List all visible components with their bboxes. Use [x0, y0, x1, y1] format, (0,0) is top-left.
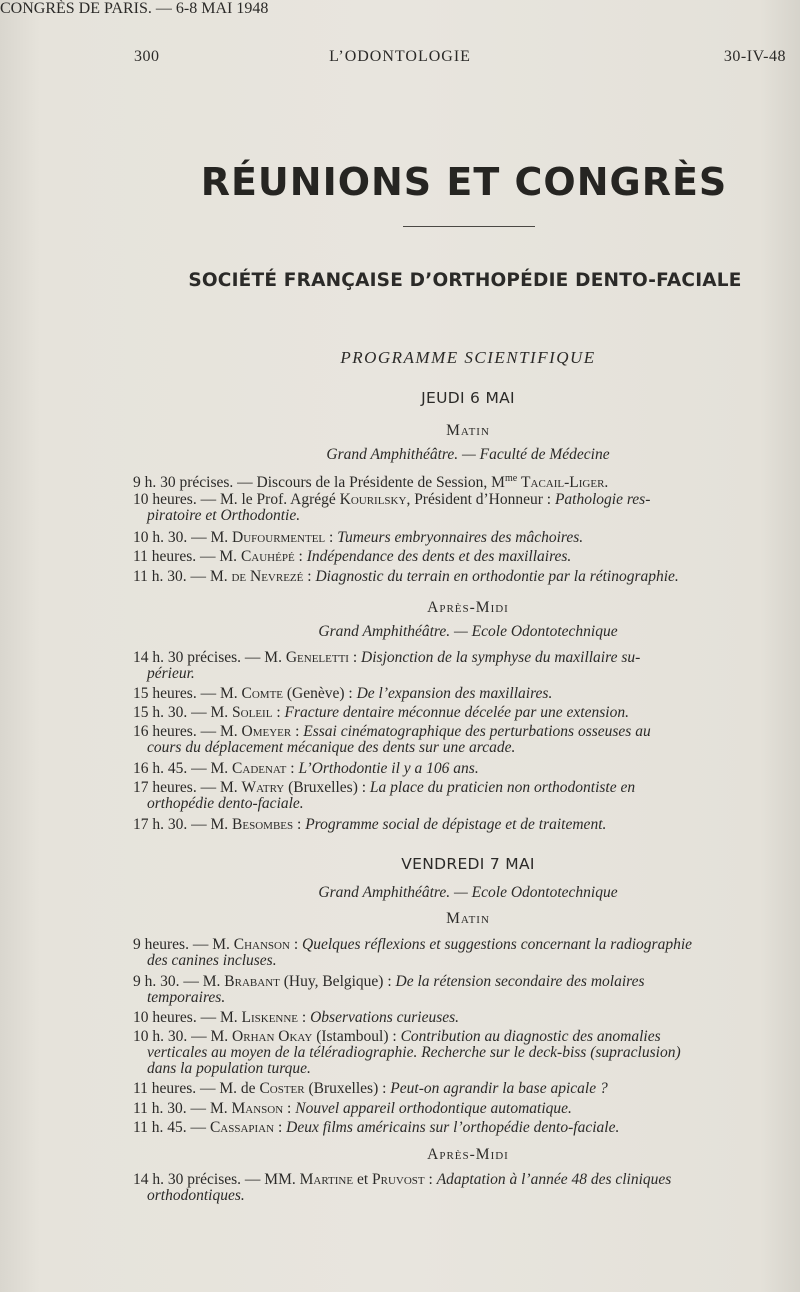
- entry-title: De la rétension secondaire des molaires: [395, 974, 645, 990]
- program-entry: [133, 1172, 788, 1204]
- entry-title: Quelques réflexions et suggestions concernant la radiographie: [302, 937, 693, 953]
- entry-text: M.: [264, 650, 286, 666]
- entry-title-continued: verticales au moyen de la téléradiographie. Recherche sur le deck-biss (supraclusion): [147, 1044, 681, 1061]
- entry-speaker: Orhan Okay: [232, 1029, 313, 1045]
- entry-text: (Bruxelles) :: [304, 1081, 391, 1097]
- entry-text: (Genève) :: [283, 686, 357, 702]
- running-header: [0, 48, 800, 72]
- entry-text: M.: [209, 1101, 232, 1117]
- entry-time: 11 h. 30. —: [133, 1101, 210, 1117]
- entry-title: Peut-on agrandir la base apicale ?: [390, 1081, 608, 1097]
- entry-text: :: [286, 761, 299, 777]
- entry-time: 11 heures. —: [133, 549, 220, 565]
- entry-speaker: Liskenne: [241, 1010, 299, 1026]
- entry-text: , Président d’Honneur :: [406, 492, 555, 508]
- program-entry: [133, 1081, 788, 1097]
- entry-title: La place du praticien non orthodontiste en: [369, 780, 636, 796]
- entry-text: M.: [210, 761, 233, 777]
- entry-speaker: Manson: [231, 1101, 284, 1117]
- program-entry: [133, 705, 788, 721]
- entry-title-continued: temporaires.: [147, 989, 226, 1006]
- entry-speaker: Pruvost: [372, 1172, 425, 1188]
- issue-date: 30-IV-48: [723, 48, 786, 65]
- entry-text: :: [274, 1120, 287, 1136]
- entry-title-continued: périeur.: [147, 665, 195, 682]
- program-entry: [133, 1010, 788, 1026]
- entry-text: :: [294, 549, 307, 565]
- entry-text: MM.: [264, 1172, 300, 1188]
- page-number: 300: [134, 48, 160, 65]
- program-entry: [133, 1101, 788, 1117]
- day1-morning-venue: Grand Amphithéâtre. — Faculté de Médecine: [326, 446, 610, 463]
- program-entry: [133, 974, 788, 1006]
- entry-title: Fracture dentaire méconnue décelée par une extension.: [284, 705, 629, 721]
- entry-time: 14 h. 30 précises. —: [133, 1172, 265, 1188]
- entry-text: (Istamboul) :: [312, 1029, 401, 1045]
- entry-title: Essai cinématographique des perturbations osseuses au: [303, 724, 651, 740]
- program-entry: [133, 530, 788, 546]
- entry-text: et: [353, 1172, 373, 1188]
- program-entry: [133, 492, 788, 524]
- entry-text: :: [303, 569, 316, 585]
- entry-title: Pathologie res-: [554, 492, 651, 508]
- program-entry: [133, 471, 788, 491]
- program-entry: [133, 1029, 788, 1077]
- entry-speaker: Chanson: [233, 937, 290, 953]
- entry-speaker: Coster: [259, 1081, 305, 1097]
- day1-afternoon-venue: Grand Amphithéâtre. — Ecole Odontotechnique: [318, 623, 618, 640]
- entry-text: M.: [209, 569, 232, 585]
- program-entry: [133, 761, 788, 777]
- entry-title: Contribution au diagnostic des anomalies: [400, 1029, 661, 1045]
- day2-venue: Grand Amphithéâtre. — Ecole Odontotechnique: [318, 884, 618, 901]
- program-entry: [133, 780, 788, 812]
- entry-title-continued: des canines incluses.: [147, 952, 277, 969]
- entry-text: Discours de la Présidente de Session, M: [256, 474, 505, 492]
- entry-speaker: Kourilsky: [339, 492, 407, 508]
- entry-title: De l’expansion des maxillaires.: [356, 686, 553, 702]
- entry-time: 10 h. 30. —: [133, 530, 211, 546]
- program-entry: [133, 937, 788, 969]
- entry-text: :: [291, 724, 304, 740]
- entry-text: M. le Prof. Agrégé: [219, 492, 340, 508]
- entry-text: :: [293, 817, 306, 833]
- entry-speaker: Brabant: [224, 974, 280, 990]
- entry-time: 17 h. 30. —: [133, 817, 211, 833]
- entry-time: 15 heures. —: [133, 686, 220, 702]
- entry-speaker: de Nevrezé: [231, 569, 304, 585]
- program-entry: [133, 817, 788, 833]
- entry-time: 9 heures. —: [133, 937, 213, 953]
- entry-text: M.: [219, 724, 242, 740]
- entry-title-continued: orthodontiques.: [147, 1187, 245, 1204]
- entry-title: Indépendance des dents et des maxillaires.: [306, 549, 572, 565]
- title-rule: [403, 226, 535, 227]
- program-entry: [133, 549, 788, 565]
- entry-time: 9 h. 30. —: [133, 974, 203, 990]
- entry-time: 10 heures. —: [133, 492, 220, 508]
- day1-morning-heading: Matin: [446, 422, 490, 439]
- program-entry: [133, 724, 788, 756]
- entry-time: 16 h. 45. —: [133, 761, 211, 777]
- entry-time: 11 h. 45. —: [133, 1120, 210, 1136]
- entry-text: M.: [219, 1010, 242, 1026]
- program-entry: [133, 569, 788, 585]
- entry-speaker: Comte: [241, 686, 284, 702]
- entry-time: 10 h. 30. —: [133, 1029, 211, 1045]
- entry-text: :: [424, 1172, 437, 1188]
- day1-afternoon-heading: Après-Midi: [427, 599, 509, 616]
- day2-afternoon-heading: Après-Midi: [427, 1146, 509, 1163]
- entry-speaker: Watry: [241, 780, 285, 796]
- programme-heading: PROGRAMME SCIENTIFIQUE: [340, 348, 596, 367]
- entry-speaker: Dufourmentel: [232, 530, 326, 546]
- entry-text: :: [283, 1101, 296, 1117]
- entry-text: M.: [212, 937, 234, 953]
- entry-time: 9 h. 30 précises. —: [133, 474, 257, 492]
- entry-speaker: Omeyer: [241, 724, 292, 740]
- entry-title: Deux films américains sur l’orthopédie dento-faciale.: [286, 1120, 620, 1136]
- entry-title: L’Orthodontie il y a 106 ans.: [298, 761, 479, 777]
- entry-speaker: Soleil: [232, 705, 273, 721]
- entry-text: M.: [219, 549, 241, 565]
- entry-text: M.: [219, 686, 242, 702]
- entry-text: :: [348, 650, 362, 666]
- entry-title-continued: cours du déplacement mécanique des dents sur une arcade.: [147, 739, 516, 756]
- society-name: SOCIÉTÉ FRANÇAISE D’ORTHOPÉDIE DENTO-FACIALE: [188, 270, 742, 291]
- entry-text: :: [325, 530, 338, 546]
- entry-speaker: Cadenat: [232, 761, 287, 777]
- entry-time: 14 h. 30 précises. —: [133, 650, 265, 666]
- entry-text: (Huy, Belgique) :: [279, 974, 396, 990]
- day2-heading: VENDREDI 7 MAI: [401, 855, 535, 873]
- program-entry: [133, 686, 788, 702]
- entry-text: :: [272, 705, 285, 721]
- entry-text: M.: [210, 530, 233, 546]
- entry-text: :: [298, 1010, 311, 1026]
- entry-title: Disjonction de la symphyse du maxillaire su-: [361, 650, 641, 666]
- congress-heading: CONGRÈS DE PARIS. — 6-8 MAI 1948: [0, 0, 269, 17]
- entry-title: Programme social de dépistage et de traitement.: [305, 817, 607, 833]
- entry-time: 11 heures. —: [133, 1081, 220, 1097]
- entry-time: 15 h. 30. —: [133, 705, 211, 721]
- entry-superscript: me: [504, 473, 518, 484]
- entry-title-continued: orthopédie dento-faciale.: [147, 795, 304, 812]
- entry-time: 16 heures. —: [133, 724, 220, 740]
- entry-title: Adaptation à l’année 48 des cliniques: [436, 1172, 672, 1188]
- entry-title: Diagnostic du terrain en orthodontie par la rétinographie.: [315, 569, 679, 585]
- day2-morning-heading: Matin: [446, 910, 490, 927]
- entry-text: (Bruxelles) :: [284, 780, 370, 796]
- entry-text: M.: [210, 705, 233, 721]
- entry-time: 17 heures. —: [133, 780, 220, 796]
- entry-speaker: Geneletti: [285, 650, 349, 666]
- entry-text: M. de: [219, 1081, 260, 1097]
- entry-speaker: Cauhépé: [240, 549, 295, 565]
- entry-text: :: [289, 937, 302, 953]
- entry-title: Nouvel appareil orthodontique automatique.: [295, 1101, 572, 1117]
- entry-title-continued: dans la population turque.: [147, 1060, 311, 1077]
- entry-speaker: Cassapian: [209, 1120, 275, 1136]
- entry-text: M.: [210, 1029, 233, 1045]
- section-title: RÉUNIONS ET CONGRÈS: [200, 160, 728, 204]
- entry-title: Observations curieuses.: [310, 1010, 460, 1026]
- journal-title: L’ODONTOLOGIE: [329, 48, 471, 65]
- entry-text: M.: [219, 780, 242, 796]
- entry-time: 10 heures. —: [133, 1010, 220, 1026]
- entry-title: Tumeurs embryonnaires des mâchoires.: [337, 530, 584, 546]
- entry-text: M.: [210, 817, 233, 833]
- day1-heading: JEUDI 6 MAI: [421, 389, 515, 407]
- program-entry: [133, 650, 788, 682]
- entry-time: 11 h. 30. —: [133, 569, 210, 585]
- entry-speaker: Martine: [299, 1172, 354, 1188]
- entry-title-continued: piratoire et Orthodontie.: [147, 507, 301, 524]
- entry-text: M.: [202, 974, 225, 990]
- entry-speaker: Besombes: [232, 817, 294, 833]
- program-entry: [133, 1120, 788, 1136]
- entry-speaker: Tacail-Liger.: [521, 474, 609, 492]
